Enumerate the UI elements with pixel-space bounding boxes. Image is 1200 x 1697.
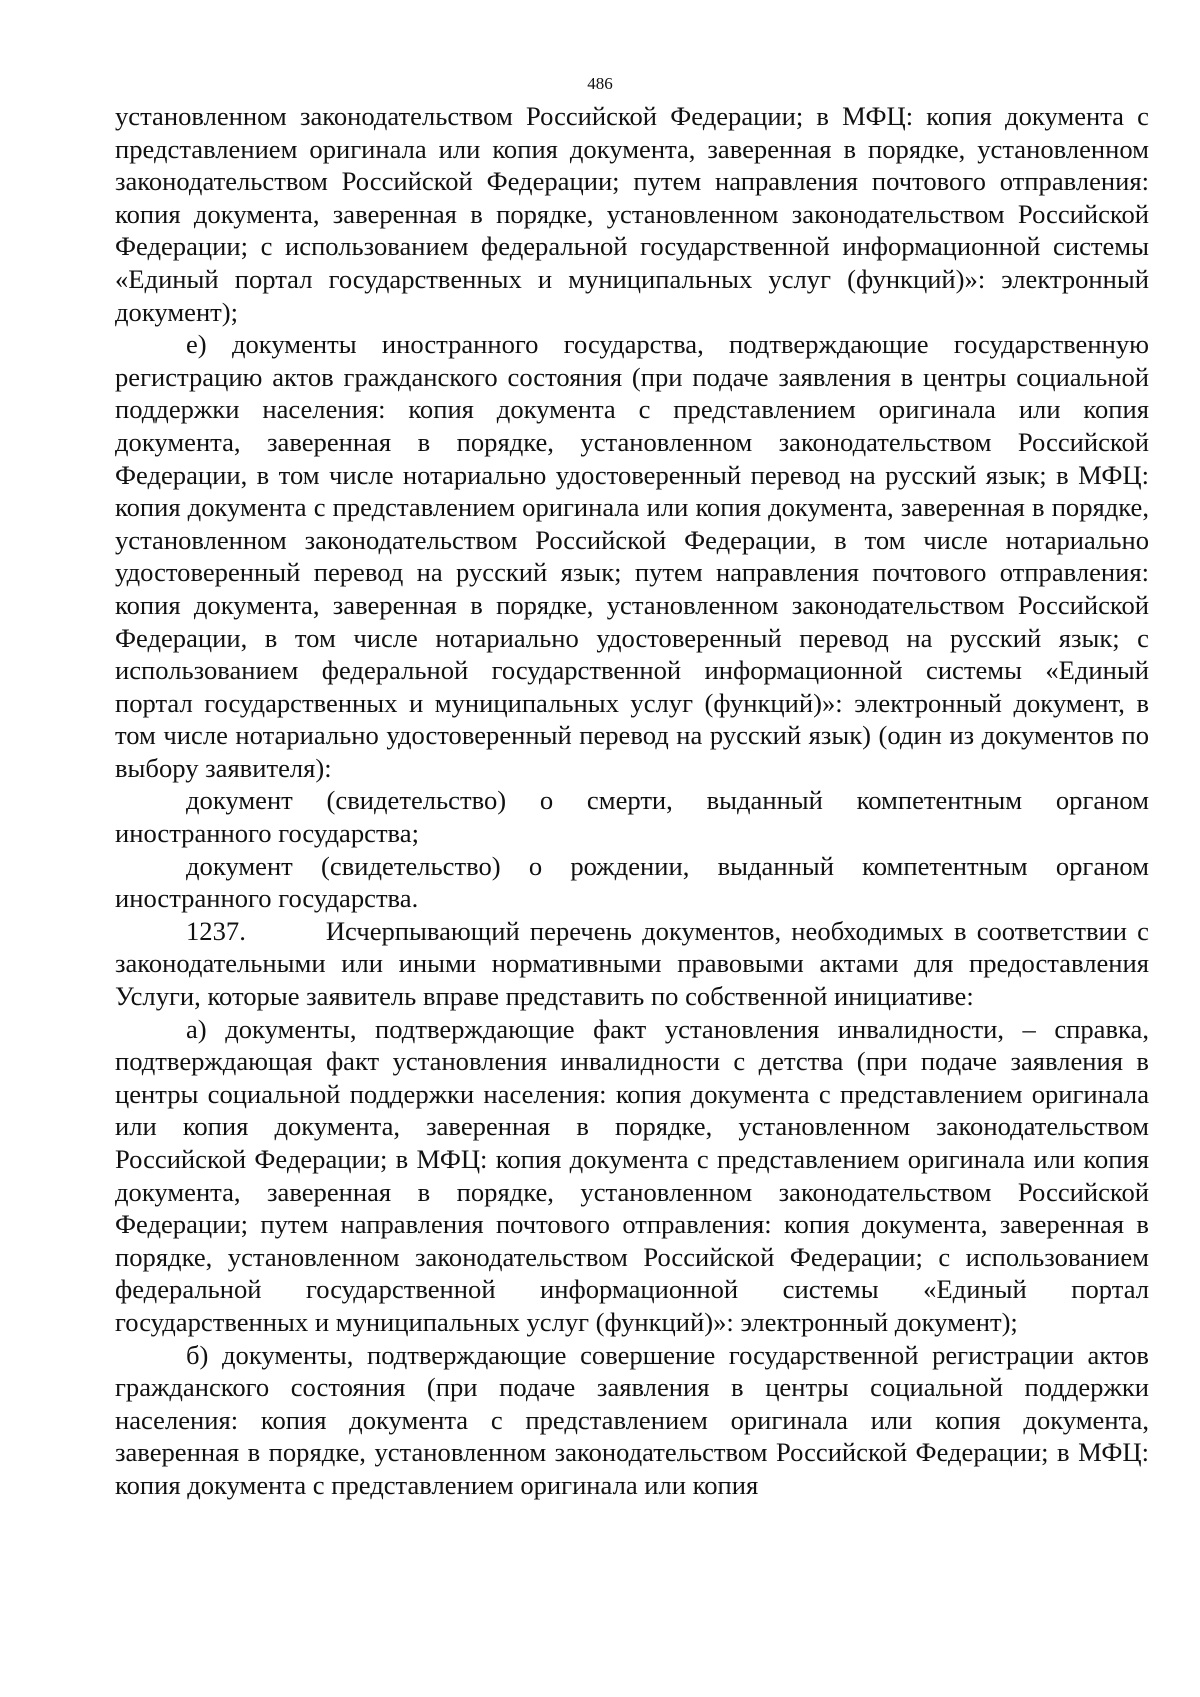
clause-text: Исчерпывающий перечень документов, необходимых в соответствии с законодательными или иными нормативными правовыми актами для предоставления Услуги, которые заявитель вправе представить по собственной инициативе:	[115, 915, 1149, 1012]
paragraph-continuation: установленном законодательством Российской Федерации; в МФЦ: копия документа с представлением оригинала или копия документа, заверенная в порядке, установленном законодательством Российской Федерации; путем направления почтового отправления: копия документа, заверенная в порядке, установленном законодательством Российской Федерации; с использованием федеральной государственной информационной системы «Единый портал государственных и муниципальных услуг (функций)»: электронный документ);	[115, 101, 1149, 327]
paragraph-item-a: а) документы, подтверждающие факт установления инвалидности, – справка, подтверждающая факт установления инвалидности с детства (при подаче заявления в центры социальной поддержки населения: копия документа с представлением оригинала или копия документа, заверенная в порядке, установленном законодательством Российской Федерации; в МФЦ: копия документа с представлением оригинала или копия документа, заверенная в порядке, установленном законодательством Российской Федерации; путем направления почтового отправления: копия документа, заверенная в порядке, установленном законодательством Российской Федерации; с использованием федеральной государственной информационной системы «Единый портал государственных и муниципальных услуг (функций)»: электронный документ);	[115, 1013, 1149, 1337]
clause-number: 1237.	[186, 915, 246, 946]
document-body	[115, 100, 1149, 1502]
paragraph-item-b: б) документы, подтверждающие совершение государственной регистрации актов гражданского состояния (при подаче заявления в центры социальной поддержки населения: копия документа с представлением оригинала или копия документа, заверенная в порядке, установленном законодательством Российской Федерации; в МФЦ: копия документа с представлением оригинала или копия	[115, 1339, 1149, 1500]
page-number: 486	[587, 74, 613, 93]
paragraph-item-e: е) документы иностранного государства, подтверждающие государственную регистрацию актов гражданского состояния (при подаче заявления в центры социальной поддержки населения: копия документа с представлением оригинала или копия документа, заверенная в порядке, установленном законодательством Российской Федерации, в том числе нотариально удостоверенный перевод на русский язык; в МФЦ: копия документа с представлением оригинала или копия документа, заверенная в порядке, установленном законодательством Российской Федерации, в том числе нотариально удостоверенный перевод на русский язык; путем направления почтового отправления: копия документа, заверенная в порядке, установленном законодательством Российской Федерации, в том числе нотариально удостоверенный перевод на русский язык; с использованием федеральной государственной информационной системы «Единый портал государственных и муниципальных услуг (функций)»: электронный документ, в том числе нотариально удостоверенный перевод на русский язык) (один из документов по выбору заявителя):	[115, 329, 1149, 783]
paragraph-birth-certificate: документ (свидетельство) о рождении, выданный компетентным органом иностранного государства.	[115, 850, 1149, 914]
paragraph-death-certificate: документ (свидетельство) о смерти, выданный компетентным органом иностранного государства;	[115, 785, 1149, 849]
paragraph-clause-1237	[115, 915, 1149, 1013]
